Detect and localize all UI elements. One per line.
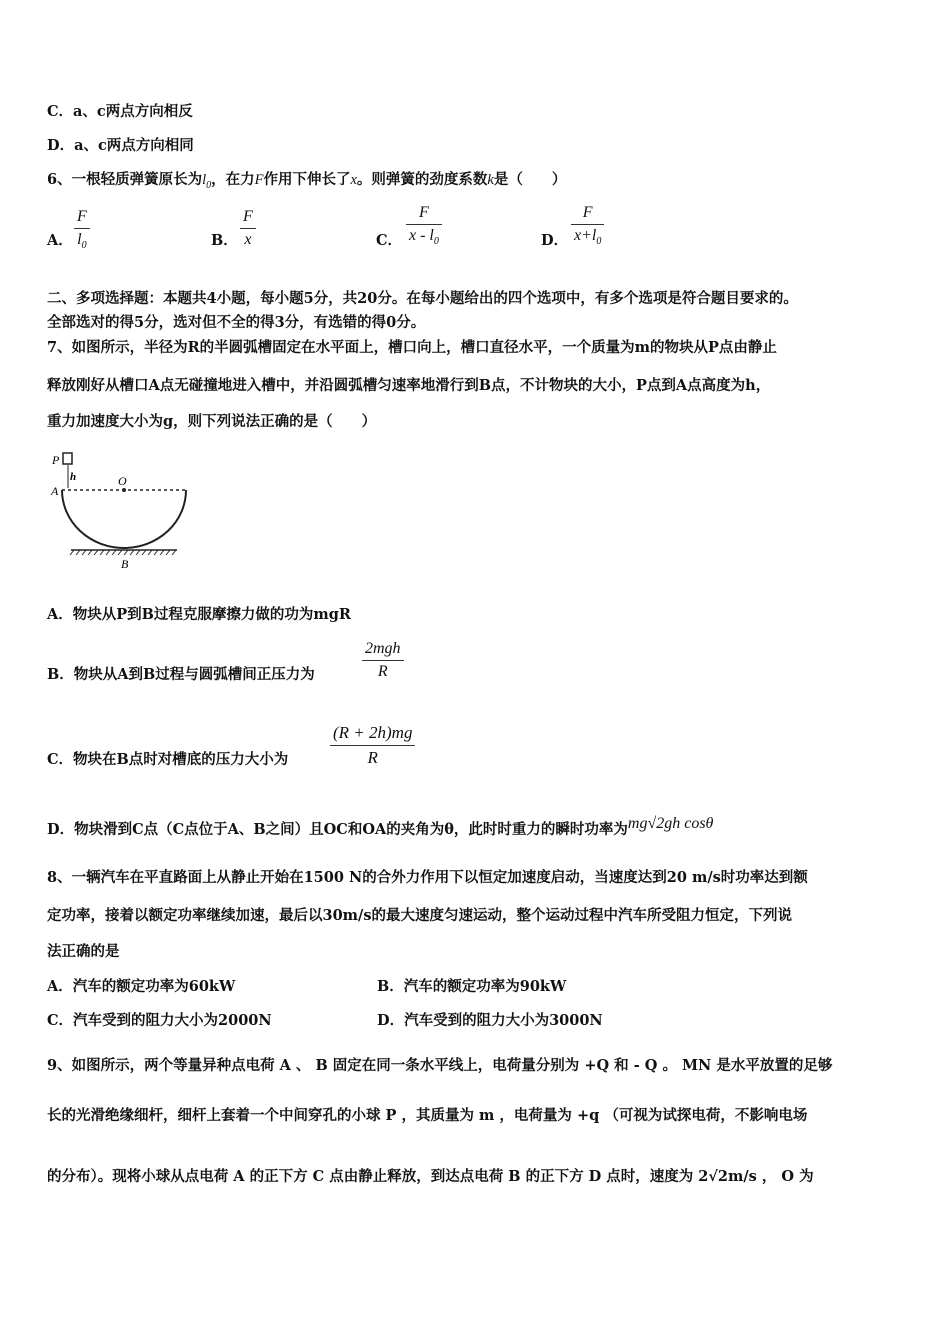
q9-stem-line-3: 的分布）。现将小球从点电荷 A 的正下方 C 点由静止释放，到达点电荷 B 的正下方 D 点时，速度为 2√2m/s ， O 为 [47,1168,814,1185]
q6-option-a-fraction: F $l_0$ [74,208,90,251]
q7-stem-line-1: 7、如图所示，半径为R的半圆弧槽固定在水平面上，槽口向上，槽口直径水平，一个质量为m的物块从P点由静止 [47,339,777,356]
label-h: h [70,471,77,483]
q8-option-c: C．汽车受到的阻力大小为2000N [47,1012,272,1029]
q8-option-b: B．汽车的额定功率为90kW [377,978,567,995]
q6-option-a-label: A． [47,232,73,249]
q8-stem-line-1: 8、一辆汽车在平直路面上从静止开始在1500 N的合外力作用下以恒定加速度启动，当速度达到20 m/s时功率达到额 [47,869,808,886]
q7-option-d: D．物块滑到C点（C点位于A、B之间）且OC和OA的夹角为θ，此时时重力的瞬时功率为mg√2gh cosθ [47,815,714,838]
q5-option-c: C．a、c两点方向相反 [47,103,193,120]
q7-figure-semicircle-trough [44,448,194,574]
q6-stem: 6、一根轻质弹簧原长为$l_0$，在力F作用下伸长了x。则弹簧的劲度系数k是（ ） [47,171,567,191]
block-p-icon [63,453,72,464]
q7-option-a: A．物块从P到B过程克服摩擦力做的功为mgR [47,606,351,623]
q9-stem-line-2: 长的光滑绝缘细杆，细杆上套着一个中间穿孔的小球 P ，其质量为 m ，电荷量为 +q （可视为试探电荷，不影响电场 [47,1107,808,1124]
q8-stem-line-3: 法正确的是 [47,943,120,960]
q7-option-c-fraction: (R + 2h)mg R [330,723,415,768]
q8-option-a: A．汽车的额定功率为60kW [47,978,236,995]
section-heading-line-1: 二、多项选择题：本题共4小题，每小题5分，共20分。在每小题给出的四个选项中，有多个选项是符合题目要求的。 [47,290,798,307]
label-a: A [51,484,59,498]
section-heading-line-2: 全部选对的得5分，选对但不全的得3分，有选错的得0分。 [47,314,426,331]
label-p: P [52,453,60,467]
label-o: O [118,474,127,488]
q6-option-c-label: C． [376,232,403,249]
q6-option-c-fraction: F x - $l_0$ [406,204,442,247]
q8-option-d: D．汽车受到的阻力大小为3000N [377,1012,603,1029]
q7-stem-line-3: 重力加速度大小为g，则下列说法正确的是（ ） [47,413,377,430]
q6-option-d-label: D． [541,232,569,249]
q9-stem-line-1: 9、如图所示，两个等量异种点电荷 A 、 B 固定在同一条水平线上，电荷量分别为 +Q 和 - Q 。 MN 是水平放置的足够 [47,1057,833,1074]
q6-option-b-label: B． [211,232,238,249]
q8-stem-line-2: 定功率，接着以额定功率继续加速，最后以30m/s的最大速度匀速运动，整个运动过程中汽车所受阻力恒定，下列说 [47,907,792,924]
label-b: B [121,557,129,571]
q6-option-d-fraction: F $x+l_0$ [571,204,604,247]
q5-option-d: D．a、c两点方向相同 [47,137,194,154]
q7-option-d-expression: mg√2gh cosθ [627,815,714,832]
q7-stem-line-2: 释放刚好从槽口A点无碰撞地进入槽中，并沿圆弧槽匀速率地滑行到B点，不计物块的大小，P点到A点高度为h， [47,377,771,394]
q7-option-c: C．物块在B点时对槽底的压力大小为 [47,751,289,768]
q7-option-b: B．物块从A到B过程与圆弧槽间正压力为 [47,666,315,683]
q6-option-b-fraction: F x [240,208,256,249]
q7-option-b-fraction: 2mgh R [362,640,404,681]
